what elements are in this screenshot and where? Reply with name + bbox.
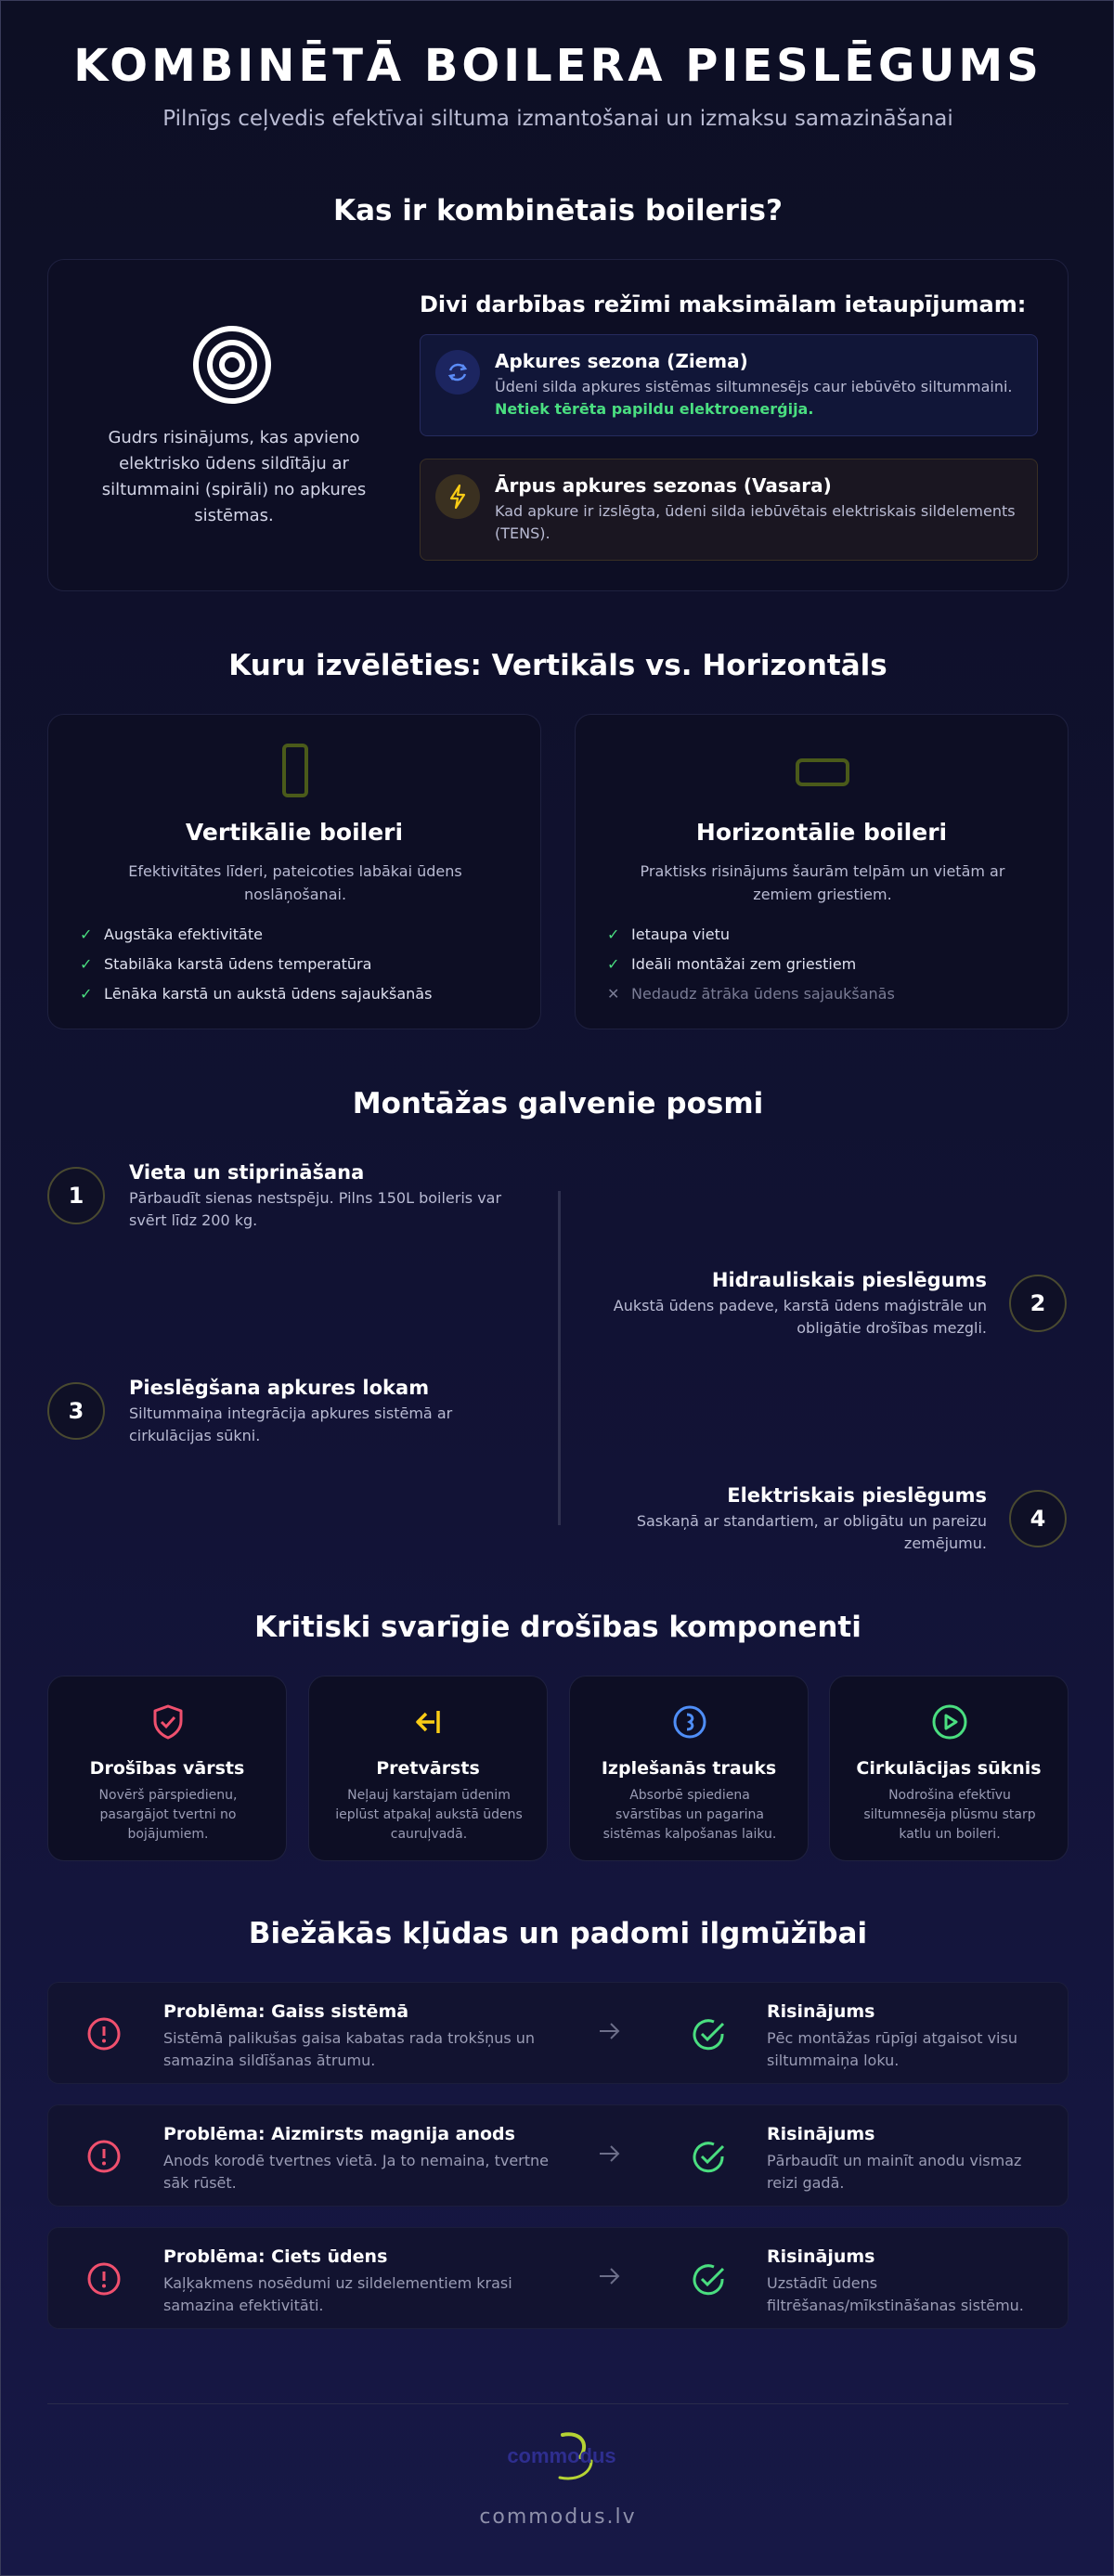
problem-title: Problēma: Ciets ūdens [163, 2246, 388, 2267]
heating-cycle-icon [435, 350, 480, 395]
problem-title: Problēma: Aizmirsts magnija anods [163, 2124, 515, 2144]
problem-text: Anods korodē tvertnes vietā. Ja to nemaina, tvertne sāk rūsēt. [163, 2152, 550, 2192]
alert-circle-icon [85, 2015, 123, 2052]
arrow-right-icon [596, 2018, 622, 2044]
check-circle-icon [689, 2138, 728, 2177]
check-icon: ✓ [80, 954, 93, 973]
vertical-title: Vertikālie boileri [185, 819, 404, 846]
horizontal-boiler-card [575, 714, 1069, 1029]
intro-description: Gudrs risinājums, kas apvieno elektrisko ūdens sildītāju ar siltummaini (spirāli) no apkures sistēmas. [101, 428, 367, 525]
timeline-line [558, 1191, 561, 1525]
step-description: Aukstā ūdens padeve, karstā ūdens maģistrāle un obligātie drošības mezgli. [613, 1297, 987, 1337]
arrow-right-icon [596, 2141, 622, 2167]
list-item [607, 919, 895, 949]
safety-description: Neļauj karstajam ūdenim ieplūst atpakaļ aukstā ūdens cauruļvadā. [335, 1788, 523, 1842]
list-item [80, 978, 432, 1008]
list-item [607, 949, 895, 978]
vertical-boiler-card [47, 714, 541, 1029]
horizontal-features [607, 919, 895, 1008]
vertical-tank-icon [281, 743, 309, 798]
solution-text: Pārbaudīt un mainīt anodu vismaz reizi gadā. [767, 2152, 1022, 2192]
tip-card [47, 1982, 1069, 2084]
feature-text: Lēnāka karstā un aukstā ūdens sajaukšanās [104, 984, 433, 1003]
check-icon: ✓ [607, 925, 620, 943]
step-description: Pārbaudīt sienas nestspēju. Pilns 150L boileris var svērt līdz 200 kg. [129, 1189, 502, 1229]
play-circle-icon [930, 1702, 969, 1741]
step-description: Saskaņā ar standartiem, ar obligātu un pareizu zemējumu. [636, 1512, 987, 1552]
alert-circle-icon [85, 2138, 123, 2175]
solution-title: Risinājums [767, 2246, 875, 2267]
horizontal-tank-icon [795, 757, 850, 787]
list-item [80, 919, 432, 949]
modes-title: Divi darbības režīmi maksimālam ietaupījumam: [420, 291, 1027, 317]
step-title: Vieta un stiprināšana [129, 1161, 365, 1184]
check-icon: ✓ [607, 954, 620, 973]
logo-text: commodus [507, 2444, 616, 2467]
mode-winter-highlight: Netiek tērēta papildu elektroenerģija. [495, 400, 814, 418]
cross-icon: ✕ [607, 984, 620, 1003]
steps-section-title: Montāžas galvenie posmi [352, 1087, 764, 1120]
step-number: 3 [47, 1382, 105, 1440]
tips-section-title: Biežākās kļūdas un padomi ilgmūžībai [248, 1917, 868, 1950]
mode-winter [420, 334, 1038, 436]
solution-text: Uzstādīt ūdens filtrēšanas/mīkstināšanas sistēmu. [767, 2274, 1024, 2314]
problem-text: Kaļķakmens nosēdumi uz sildelementiem krasi samazina efektivitāti. [163, 2274, 512, 2314]
problem-text: Sistēmā palikušas gaisa kabatas rada trokšņus un samazina sildīšanas ātrumu. [163, 2029, 536, 2069]
vertical-description: Efektivitātes līderi, pateicoties labākai ūdens noslāņošanai. [128, 862, 462, 903]
feature-text: Stabilāka karstā ūdens temperatūra [104, 954, 372, 973]
mode-winter-text [495, 376, 1024, 421]
mode-summer [420, 459, 1038, 561]
horizontal-title: Horizontālie boileri [695, 819, 948, 846]
step-title: Elektriskais pieslēgums [727, 1484, 987, 1507]
safety-description: Absorbē spiediena svārstības un pagarina sistēmas kalpošanas laiku. [602, 1788, 777, 1842]
step-number: 2 [1009, 1275, 1067, 1332]
solution-title: Risinājums [767, 2001, 875, 2022]
safety-section-title: Kritiski svarīgie drošības komponenti [254, 1611, 861, 1644]
page-title: KOMBINĒTĀ BOILERA PIESLĒGUMS [73, 40, 1043, 92]
check-icon: ✓ [80, 984, 93, 1003]
safety-card [829, 1676, 1069, 1861]
step-title: Pieslēgšana apkures lokam [129, 1377, 430, 1399]
target-icon [192, 325, 272, 405]
arrow-right-icon [596, 2263, 622, 2289]
mode-summer-title: Ārpus apkures sezonas (Vasara) [495, 474, 832, 497]
comparison-section-title: Kuru izvēlēties: Vertikāls vs. Horizontāls [228, 649, 887, 682]
check-icon: ✓ [80, 925, 93, 943]
safety-description: Nodrošina efektīvu siltumnesēja plūsmu starp katlu un boileri. [863, 1788, 1036, 1842]
footer-url[interactable]: commodus.lv [479, 2505, 637, 2529]
check-circle-icon [689, 2260, 728, 2299]
mode-summer-text: Kad apkure ir izslēgta, ūdeni silda iebūvētais elektriskais sildelements (TENS). [495, 502, 1016, 542]
safety-title: Cirkulācijas sūknis [856, 1758, 1042, 1779]
vertical-features [80, 919, 432, 1008]
problem-title: Problēma: Gaiss sistēmā [163, 2001, 409, 2022]
step-number: 4 [1009, 1490, 1067, 1547]
step-title: Hidrauliskais pieslēgums [711, 1269, 987, 1291]
intro-section-title: Kas ir kombinētais boileris? [333, 194, 783, 227]
list-item [80, 949, 432, 978]
safety-title: Izplešanās trauks [601, 1758, 777, 1779]
solution-title: Risinājums [767, 2124, 875, 2144]
check-circle-icon [689, 2015, 728, 2054]
safety-description: Novērš pārspiedienu, pasargājot tvertni no bojājumiem. [98, 1788, 238, 1842]
alert-circle-icon [85, 2260, 123, 2298]
feature-text: Augstāka efektivitāte [104, 925, 263, 943]
feature-text: Nedaudz ātrāka ūdens sajaukšanās [631, 984, 895, 1003]
lightning-icon [435, 474, 480, 519]
arrow-back-icon [409, 1702, 448, 1741]
solution-text: Pēc montāžas rūpīgi atgaisot visu siltummaiņa loku. [767, 2029, 1017, 2069]
safety-card [569, 1676, 809, 1861]
safety-card [47, 1676, 287, 1861]
page-subtitle: Pilnīgs ceļvedis efektīvai siltuma izmantošanai un izmaksu samazināšanai [162, 107, 953, 131]
feature-text: Ideāli montāžai zem griestiem [631, 954, 857, 973]
mode-winter-description: Ūdeni silda apkures sistēmas siltumnesējs caur iebūvēto siltummaini. [495, 378, 1013, 395]
safety-title: Drošības vārsts [89, 1758, 245, 1779]
intro-card [47, 259, 1069, 591]
expansion-tank-icon [670, 1702, 709, 1741]
horizontal-description: Praktisks risinājums šaurām telpām un vietām ar zemiem griestiem. [640, 862, 1005, 903]
commodus-logo [493, 2429, 632, 2485]
tip-card [47, 2227, 1069, 2329]
step-number: 1 [47, 1167, 105, 1224]
tip-card [47, 2104, 1069, 2207]
shield-check-icon [149, 1702, 188, 1741]
feature-text: Ietaupa vietu [631, 925, 730, 943]
list-item [607, 978, 895, 1008]
safety-card [308, 1676, 548, 1861]
footer-divider [47, 2403, 1069, 2404]
step-description: Siltummaiņa integrācija apkures sistēmā ar cirkulācijas sūkni. [129, 1405, 453, 1444]
safety-title: Pretvārsts [376, 1758, 480, 1779]
mode-winter-title: Apkures sezona (Ziema) [495, 350, 748, 372]
